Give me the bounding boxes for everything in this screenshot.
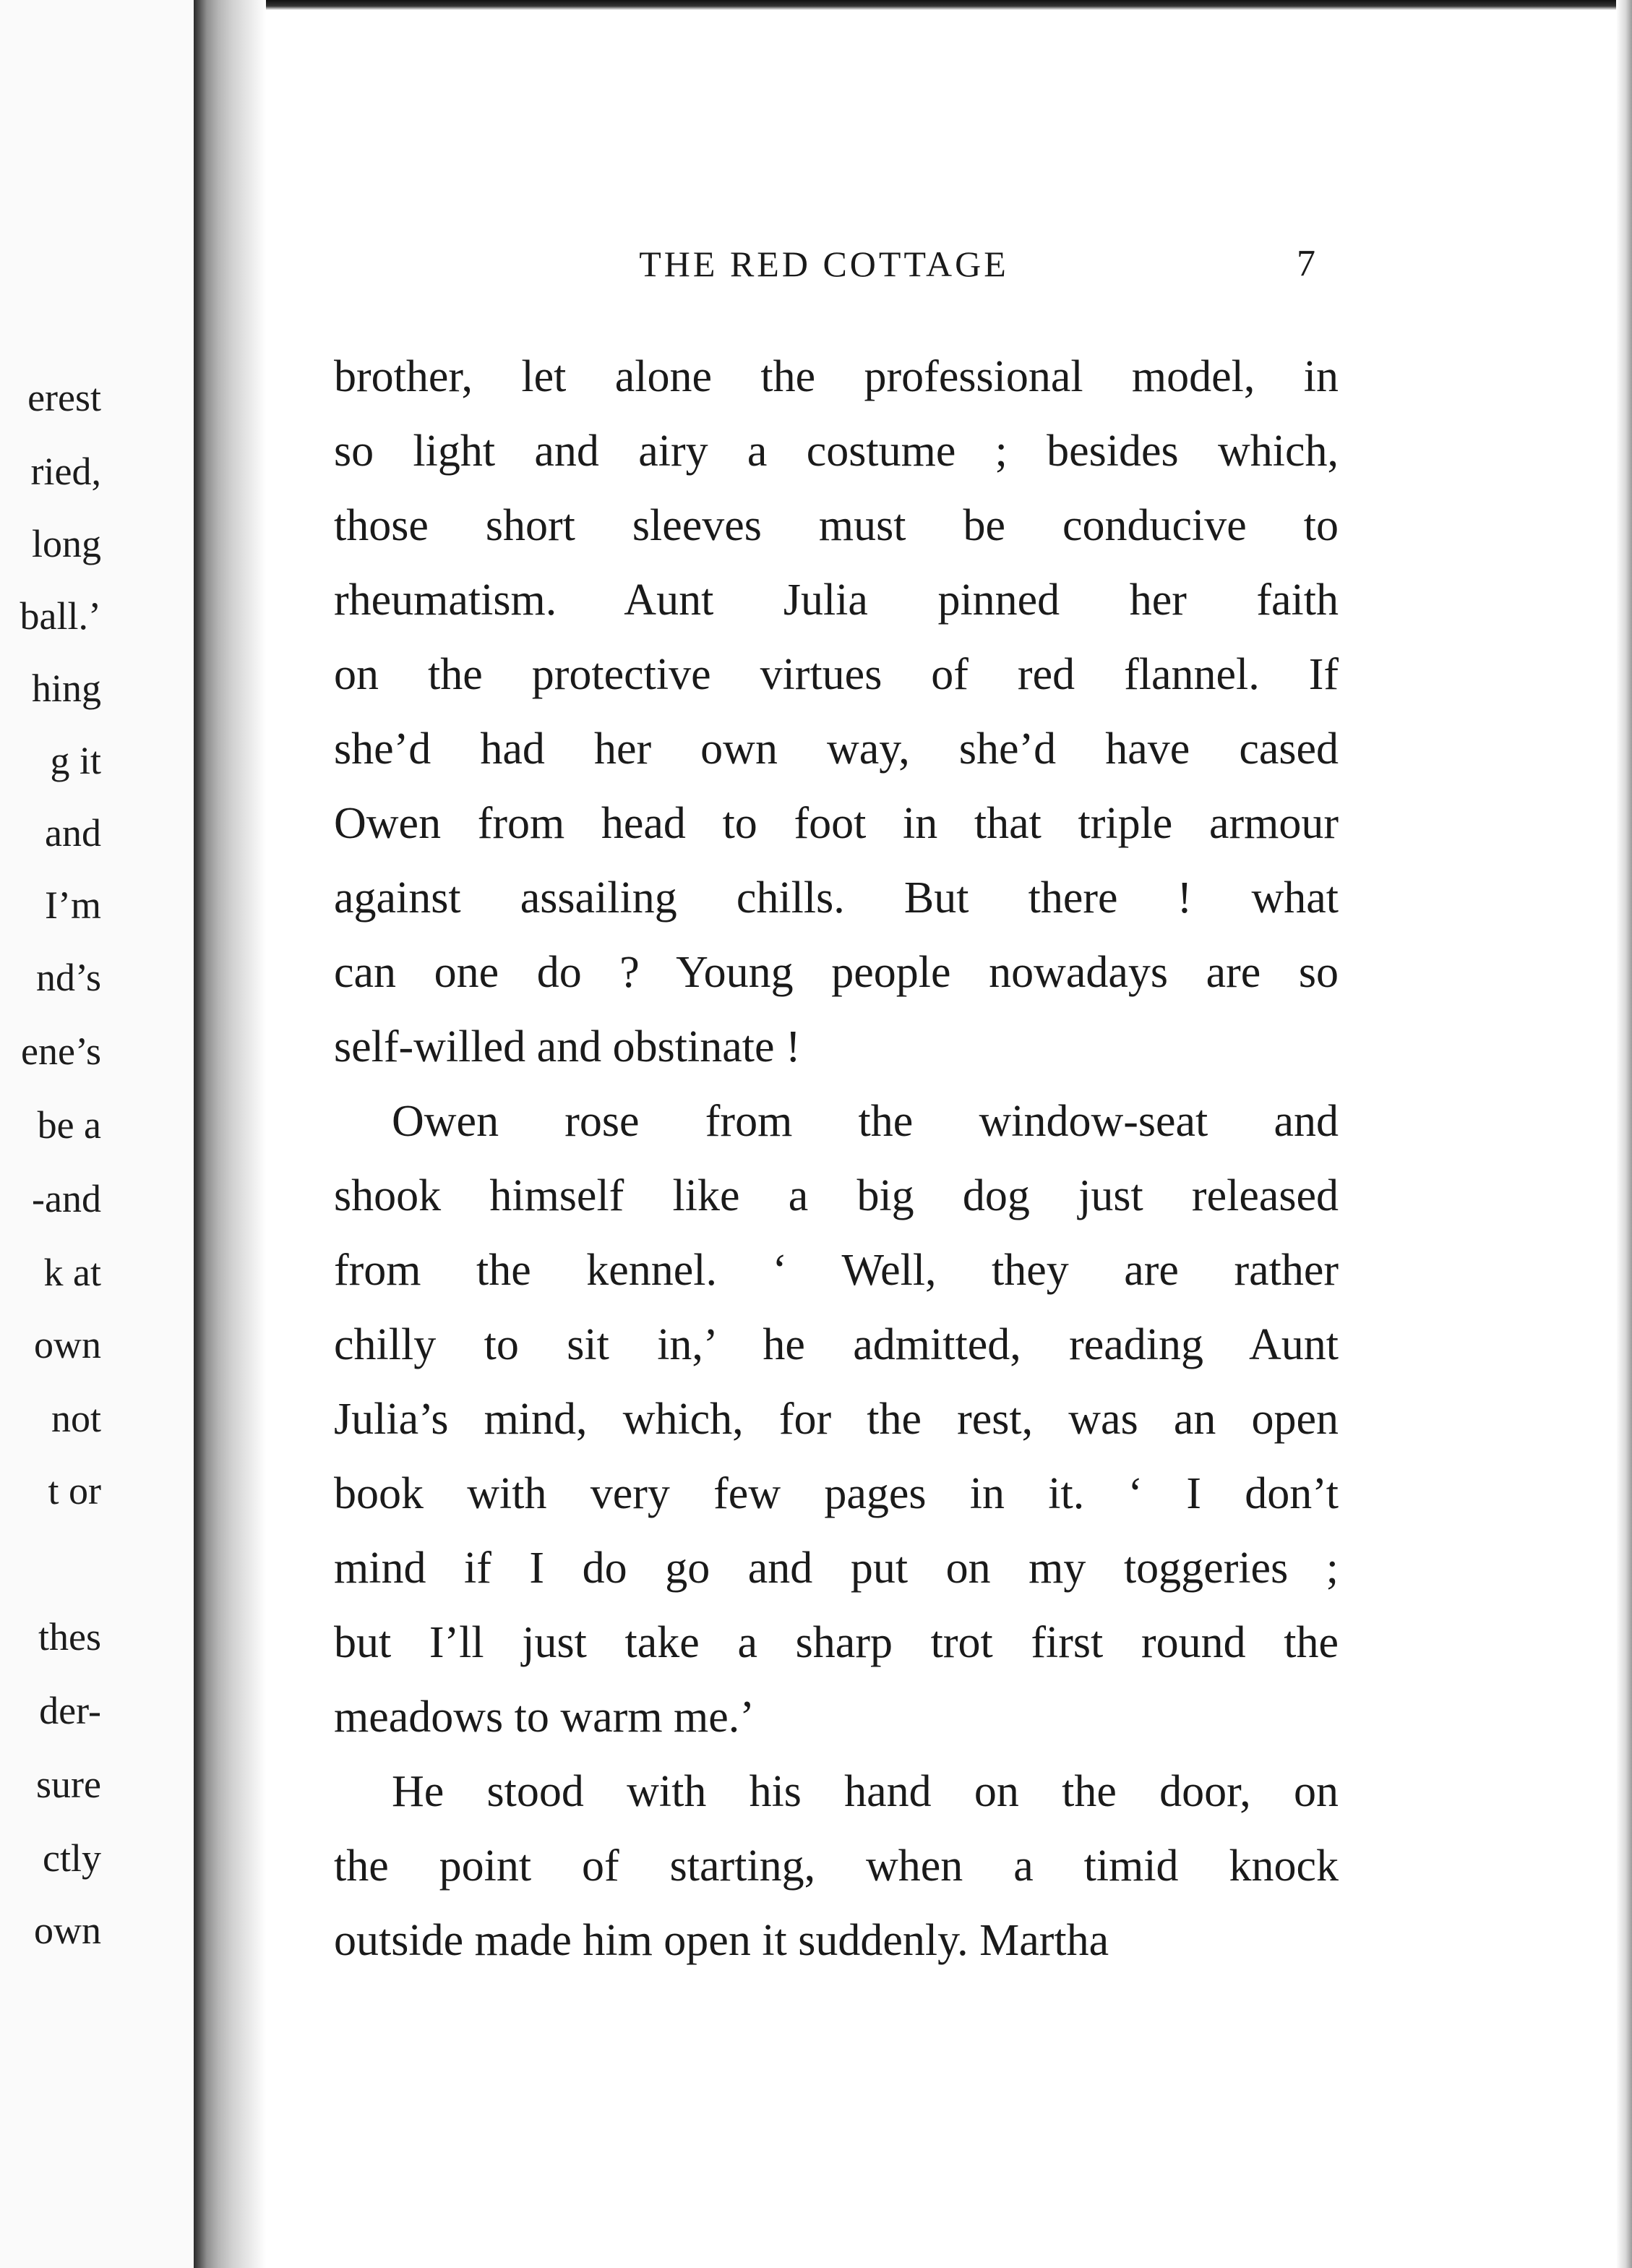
text-line: can one do ? Young people nowadays are so: [334, 948, 1339, 997]
text-line: from the kennel. ‘ Well, they are rather: [334, 1246, 1339, 1295]
page-right-edge: [1616, 0, 1632, 2268]
text-line: shook himself like a big dog just released: [334, 1171, 1339, 1220]
text-line: Owen rose from the window-seat and: [392, 1097, 1339, 1146]
facing-page-text-fragment: ene’s: [21, 1030, 101, 1073]
facing-page-text-fragment: I’m: [45, 883, 101, 927]
text-line: book with very few pages in it. ‘ I don’t: [334, 1469, 1339, 1518]
facing-page-text-fragment: ball.’: [20, 594, 101, 638]
text-line: she’d had her own way, she’d have cased: [334, 724, 1339, 774]
facing-page-text-fragment: nd’s: [35, 956, 101, 999]
facing-page-text-fragment: ctly: [43, 1836, 101, 1880]
text-line: those short sleeves must be conducive to: [334, 501, 1339, 550]
paragraph: [334, 1755, 1339, 1978]
text-line: but I’ll just take a sharp trot first round the: [334, 1618, 1339, 1667]
text-line: brother, let alone the professional model, in: [334, 352, 1339, 401]
text-line: outside made him open it suddenly. Martha: [334, 1916, 1109, 1965]
text-line: against assailing chills. But there ! what: [334, 873, 1339, 923]
facing-page-text-fragment: t or: [48, 1469, 101, 1512]
text-line: the point of starting, when a timid knock: [334, 1841, 1339, 1891]
text-line: He stood with his hand on the door, on: [392, 1767, 1339, 1816]
facing-page-text-fragment: -and: [32, 1177, 101, 1220]
facing-page-text-fragment: and: [45, 811, 101, 855]
body-text: [334, 340, 1339, 1978]
scan-top-edge: [195, 0, 1632, 10]
facing-page-text-fragment: k at: [43, 1251, 101, 1294]
text-line: Julia’s mind, which, for the rest, was an open: [334, 1395, 1339, 1444]
facing-page-text-fragment: not: [51, 1397, 101, 1440]
running-head-title: THE RED COTTAGE: [639, 244, 1009, 284]
facing-page-text-fragment: der-: [39, 1689, 101, 1732]
facing-page-text-fragment: erest: [27, 376, 101, 419]
facing-page-text-fragment: g it: [50, 739, 101, 782]
text-line: rheumatism. Aunt Julia pinned her faith: [334, 575, 1339, 625]
facing-page-text-fragment: sure: [36, 1763, 101, 1806]
text-line: Owen from head to foot in that triple armour: [334, 799, 1339, 848]
facing-page-text-fragment: long: [31, 522, 101, 565]
running-head: [332, 239, 1315, 289]
facing-page-text-fragment: own: [34, 1323, 101, 1366]
paragraph: [334, 1084, 1339, 1755]
text-line: so light and airy a costume ; besides which,: [334, 427, 1339, 476]
text-line: self-willed and obstinate !: [334, 1022, 801, 1071]
facing-page-text-fragment: hing: [31, 667, 101, 710]
text-line: meadows to warm me.’: [334, 1693, 755, 1742]
facing-page-text-fragment: own: [34, 1909, 101, 1952]
paragraph: [334, 340, 1339, 1084]
facing-page-text-fragment: ried,: [30, 450, 101, 493]
text-line: on the protective virtues of red flannel. If: [334, 650, 1339, 699]
facing-page: [0, 0, 202, 2268]
facing-page-text-fragment: thes: [38, 1615, 101, 1659]
text-line: mind if I do go and put on my toggeries ;: [334, 1544, 1339, 1593]
text-line: chilly to sit in,’ he admitted, reading Aunt: [334, 1320, 1339, 1369]
page-number: 7: [1297, 243, 1315, 284]
facing-page-text-fragment: be a: [37, 1103, 101, 1147]
book-gutter: [194, 0, 266, 2268]
